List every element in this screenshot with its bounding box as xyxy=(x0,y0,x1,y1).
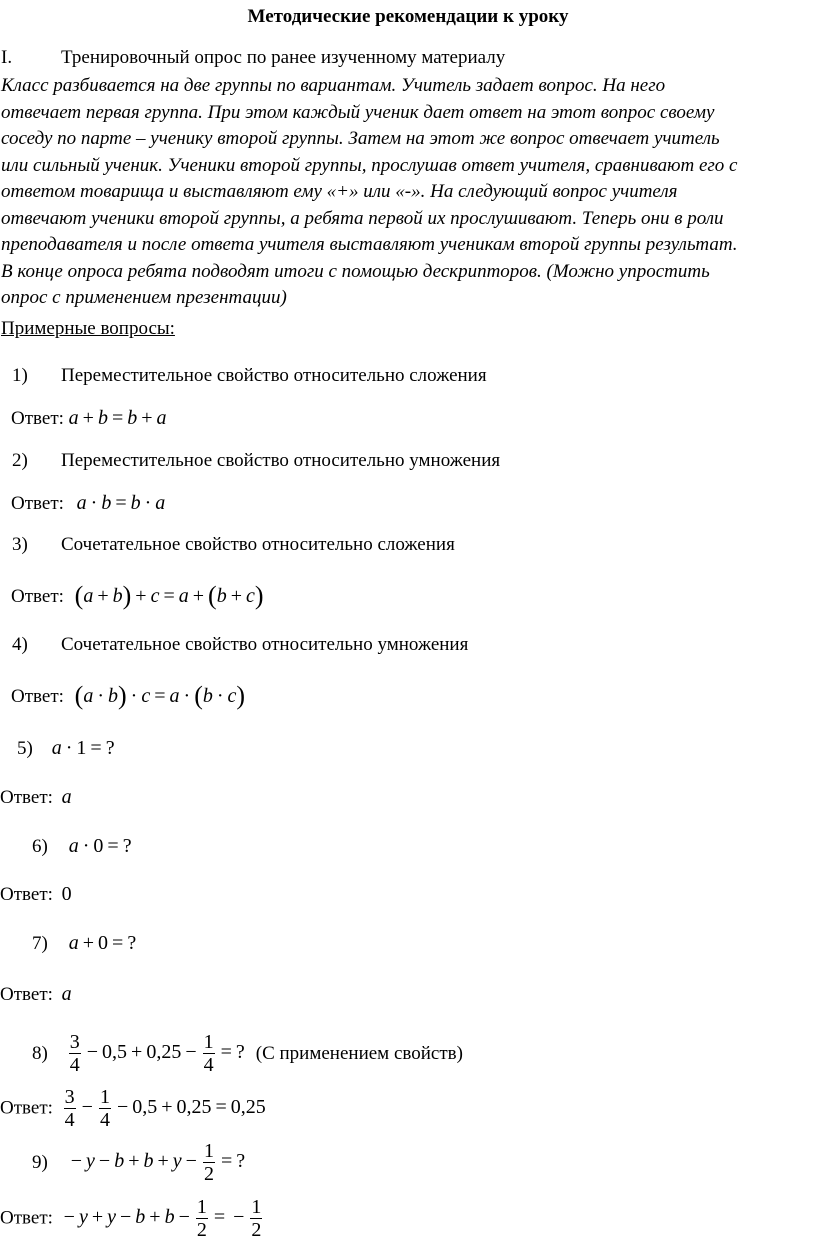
fraction: $\frac{3}{4}$ xyxy=(69,1031,80,1076)
section-text: Тренировочный опрос по ранее изученному материалу xyxy=(61,47,506,68)
paragraph-line: соседу по парте – ученику второй группы. Затем на этот же вопрос отвечает учитель xyxy=(1,128,720,149)
question-formula: $\frac{3}{4}$ − 0,5 + 0,25 − $\frac{1}{4}$ = ? xyxy=(69,1031,245,1076)
fraction: $\frac{1}{2}$ xyxy=(251,1196,262,1241)
question-3 xyxy=(12,534,455,556)
question-formula: a + 0 = ? xyxy=(68,932,137,954)
answer-7 xyxy=(0,983,72,1006)
question-formula: − y − b + b + y − $\frac{1}{2}$ = ? xyxy=(70,1140,246,1185)
page-title: Методические рекомендации к уроку xyxy=(247,6,569,27)
answer-label: Ответ: xyxy=(0,984,53,1005)
fraction: $\frac{3}{4}$ xyxy=(64,1086,75,1131)
answer-6 xyxy=(0,883,72,906)
question-4 xyxy=(12,634,468,656)
answer-5 xyxy=(0,786,72,809)
paragraph-line: отвечает первая группа. При этом каждый ученик дает ответ на этот вопрос своему xyxy=(1,101,715,123)
fraction: $\frac{1}{2}$ xyxy=(196,1196,207,1241)
answer-label: Ответ: xyxy=(0,1097,53,1119)
answer-formula: a + b = b + a xyxy=(68,407,167,429)
answer-9 xyxy=(0,1196,264,1241)
fraction: $\frac{1}{4}$ xyxy=(99,1086,110,1131)
question-formula: a · 1 = ? xyxy=(51,737,115,759)
paragraph-line: преподавателя и после ответа учителя выставляют ученикам второй группы результат. xyxy=(1,234,738,255)
paragraph-line: В конце опроса ребята подводят итоги с помощью дескрипторов. (Можно упростить xyxy=(1,260,710,282)
answer-formula: a · b = b · a xyxy=(76,492,166,514)
answer-label: Ответ: xyxy=(0,787,53,808)
question-number: 4) xyxy=(12,634,28,655)
question-text: Переместительное свойство относительно умножения xyxy=(61,450,501,471)
answer-formula: (a + b) + c = a + (b + c) xyxy=(74,581,264,610)
question-6 xyxy=(32,835,132,858)
answer-label: Ответ: xyxy=(0,884,53,905)
answer-label: Ответ: xyxy=(11,686,64,707)
answer-label: Ответ: xyxy=(11,408,64,429)
question-note: (С применением свойств) xyxy=(255,1042,463,1064)
question-text: Сочетательное свойство относительно сложения xyxy=(61,534,455,555)
question-number: 9) xyxy=(32,1151,48,1173)
question-number: 5) xyxy=(17,738,33,759)
answer-formula: a xyxy=(61,983,72,1005)
answer-formula: 0 xyxy=(61,883,72,905)
answer-4 xyxy=(11,681,245,711)
answer-label: Ответ: xyxy=(11,586,64,607)
section-heading xyxy=(1,47,505,69)
answer-formula: a xyxy=(61,786,72,808)
paragraph-line: ответом товарища и выставляют ему «+» или «-». На следующий вопрос учителя xyxy=(1,181,678,202)
question-7 xyxy=(32,932,136,955)
question-8 xyxy=(32,1031,463,1076)
answer-label: Ответ: xyxy=(0,1207,53,1229)
answer-formula: − y + y − b + b − $\frac{1}{2}$ = − $\frac{1}{2}$ xyxy=(63,1196,262,1241)
section-number: I. xyxy=(1,47,13,68)
question-1 xyxy=(12,365,487,387)
question-formula: a · 0 = ? xyxy=(68,835,132,857)
question-2 xyxy=(12,450,500,472)
question-text: Переместительное свойство относительно сложения xyxy=(61,365,487,386)
paragraph-line: Класс разбивается на две группы по вариантам. Учитель задает вопрос. На него xyxy=(1,75,666,96)
question-number: 8) xyxy=(32,1042,48,1064)
question-text: Сочетательное свойство относительно умножения xyxy=(61,634,469,655)
answer-3 xyxy=(11,581,264,611)
question-9 xyxy=(32,1140,245,1185)
answer-8 xyxy=(0,1086,266,1131)
paragraph-line: опрос с применением презентации) xyxy=(1,287,287,308)
paragraph-line: или сильный ученик. Ученики второй группы, прослушав ответ учителя, сравнивают его с xyxy=(1,154,738,176)
question-number: 6) xyxy=(32,836,48,857)
question-number: 3) xyxy=(12,534,28,555)
answer-2 xyxy=(11,492,165,515)
paragraph-line: отвечают ученики второй группы, а ребята первой их прослушивают. Теперь они в роли xyxy=(1,207,724,229)
answer-formula: (a · b) · c = a · (b · c) xyxy=(74,681,246,710)
question-5 xyxy=(17,737,115,760)
instruction-paragraph xyxy=(1,73,815,312)
fraction: $\frac{1}{4}$ xyxy=(203,1031,214,1076)
answer-label: Ответ: xyxy=(11,493,64,514)
question-number: 2) xyxy=(12,450,28,471)
question-number: 1) xyxy=(12,365,28,386)
answer-1 xyxy=(11,407,167,430)
questions-subheading: Примерные вопросы: xyxy=(1,318,175,339)
question-number: 7) xyxy=(32,933,48,954)
fraction: $\frac{1}{2}$ xyxy=(203,1140,214,1185)
answer-formula: $\frac{3}{4}$ − $\frac{1}{4}$ − 0,5 + 0,25 = 0,25 xyxy=(64,1086,266,1131)
